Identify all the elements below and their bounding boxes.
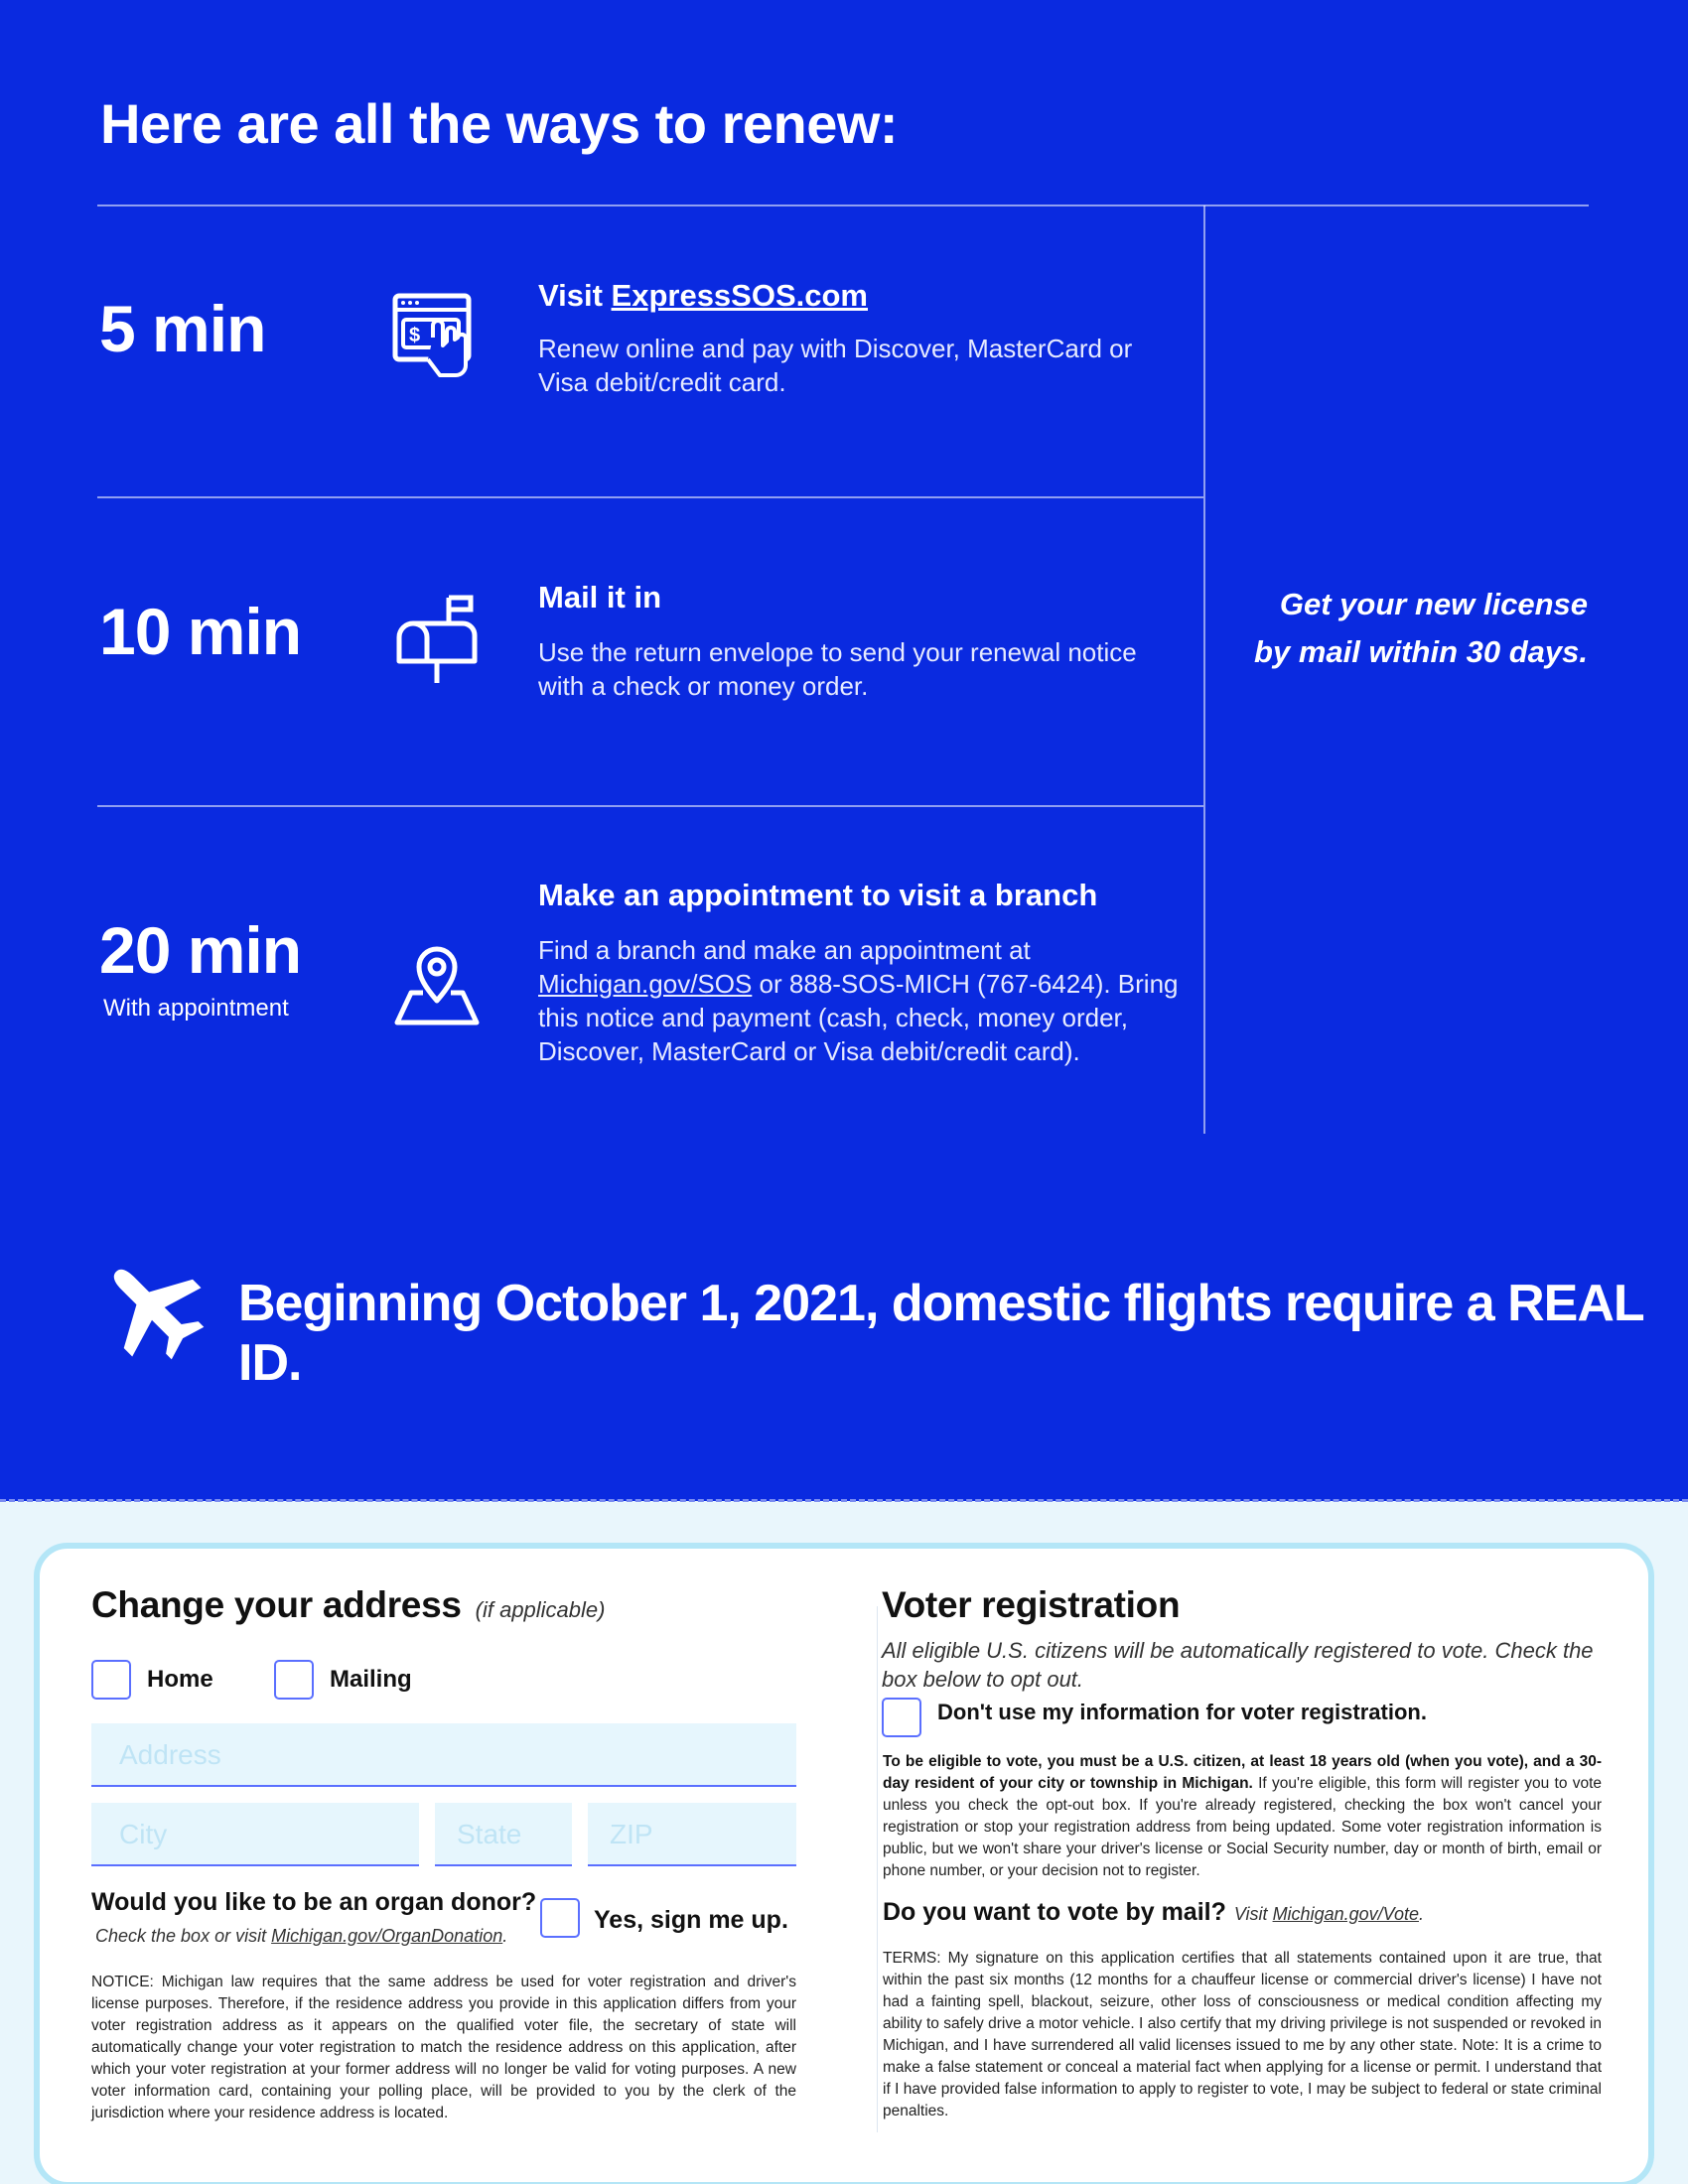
option-time: 10 min: [99, 595, 302, 668]
voter-eligibility: To be eligible to vote, you must be a U.S. citizen, at least 18 years old (when you vote), and a 30-day resident of your city or township in Michigan. If you're eligible, this form will register you to vote unless you check the opt-out box. If you're already registered, checking the box won't cancel your registration or stop your registration address from being updated. Some voter registration information is public, but we won't share your driver's license or Social Security number, day or month of birth, email or phone number, or your decision not to register.: [883, 1753, 1603, 1879]
mailing-checkbox[interactable]: [274, 1660, 314, 1700]
option-time: 5 min: [99, 292, 266, 365]
organ-donor-checkbox[interactable]: [540, 1898, 580, 1938]
tear-line: [0, 1499, 1688, 1502]
vote-by-mail-question: Do you want to vote by mail? Visit Michigan.gov/Vote.: [883, 1898, 1424, 1926]
divider: [97, 496, 1203, 498]
option-time: 20 min: [99, 913, 302, 987]
michigan-vote-link[interactable]: Michigan.gov/Vote: [1272, 1904, 1419, 1924]
map-pin-icon: [389, 933, 485, 1028]
city-field[interactable]: City: [91, 1803, 419, 1866]
mailing-label: Mailing: [330, 1666, 412, 1693]
address-section-title: Change your address (if applicable): [91, 1584, 606, 1625]
option-time-note: With appointment: [103, 995, 289, 1022]
option-description: Use the return envelope to send your renewal notice with a check or money order.: [538, 637, 1137, 701]
svg-text:$: $: [409, 325, 421, 346]
zip-field[interactable]: ZIP: [588, 1803, 796, 1866]
organ-donor-yes-label: Yes, sign me up.: [594, 1906, 788, 1934]
option-description: Find a branch and make an appointment at Michigan.gov/SOS or 888-SOS-MICH (767-6424). Bring this notice and payment (cash, check, money order, Discover, MasterCard or Visa debit/credit card).: [538, 935, 1179, 1066]
state-field[interactable]: State: [435, 1803, 572, 1866]
home-label: Home: [147, 1666, 213, 1693]
option-description: Renew online and pay with Discover, MasterCard or Visa debit/credit card.: [538, 334, 1133, 397]
option-title: Mail it in: [538, 580, 661, 614]
divider: [97, 205, 1589, 206]
organ-donation-link[interactable]: Michigan.gov/OrganDonation: [271, 1926, 503, 1946]
address-notice: NOTICE: Michigan law requires that the same address be used for voter registration and driver's license purposes. Therefore, if the residence address you provide in this application differs from your voter registration address as it appears on the qualified voter file, the secretary of state will automatically change your voter registration to match the residence address on this application, after which your voter registration at your former address will no longer be valid for voting purposes. A new voter information card, containing your polling place, will be provided to you by the clerk of the jurisdiction where your residence address is located.: [91, 1974, 796, 2121]
real-id-notice: Beginning October 1, 2021, domestic flights require a REAL ID.: [238, 1275, 1643, 1392]
option-title: Visit ExpressSOS.com: [538, 278, 868, 313]
voter-opt-out-label: Don't use my information for voter registration.: [937, 1700, 1427, 1724]
delivery-note: Get your new license by mail within 30 days.: [1254, 587, 1588, 669]
column-divider: [877, 1606, 878, 2132]
voter-terms: TERMS: My signature on this application certifies that all statements contained upon it are true, that within the past six months (12 months for a chauffeur license or commercial driver's license) I have not had a fainting spell, blackout, seizure, other loss of consciousness or medical condition affecting my ability to safely drive a motor vehicle. I also certify that my driving privilege is not suspended or revoked in Michigan, and I have surrendered all valid licenses issued to me by any other state. Note: It is a crime to make a false statement or conceal a material fact when applying for a license or permit. I understand that if I have provided false information to apply to register to vote, I may be subject to federal or state criminal penalties.: [883, 1950, 1602, 2119]
voter-opt-out-checkbox[interactable]: [882, 1698, 921, 1737]
voter-section-title: Voter registration: [882, 1584, 1181, 1625]
form-card: [34, 1543, 1654, 2184]
address-field[interactable]: Address: [91, 1723, 796, 1787]
organ-donor-note: Check the box or visit Michigan.gov/OrganDonation.: [95, 1926, 508, 1946]
airplane-icon: [97, 1253, 207, 1362]
mailbox-icon: [389, 592, 485, 687]
online-payment-icon: [389, 288, 485, 383]
expresssos-link[interactable]: ExpressSOS.com: [611, 278, 868, 313]
page-title: Here are all the ways to renew:: [100, 92, 899, 155]
michigan-sos-link[interactable]: Michigan.gov/SOS: [538, 969, 753, 999]
voter-subtitle: All eligible U.S. citizens will be automatically registered to vote. Check the box below to opt out.: [882, 1638, 1594, 1692]
option-title: Make an appointment to visit a branch: [538, 878, 1098, 912]
organ-donor-question: Would you like to be an organ donor?: [91, 1888, 537, 1916]
divider: [97, 805, 1203, 807]
home-checkbox[interactable]: [91, 1660, 131, 1700]
